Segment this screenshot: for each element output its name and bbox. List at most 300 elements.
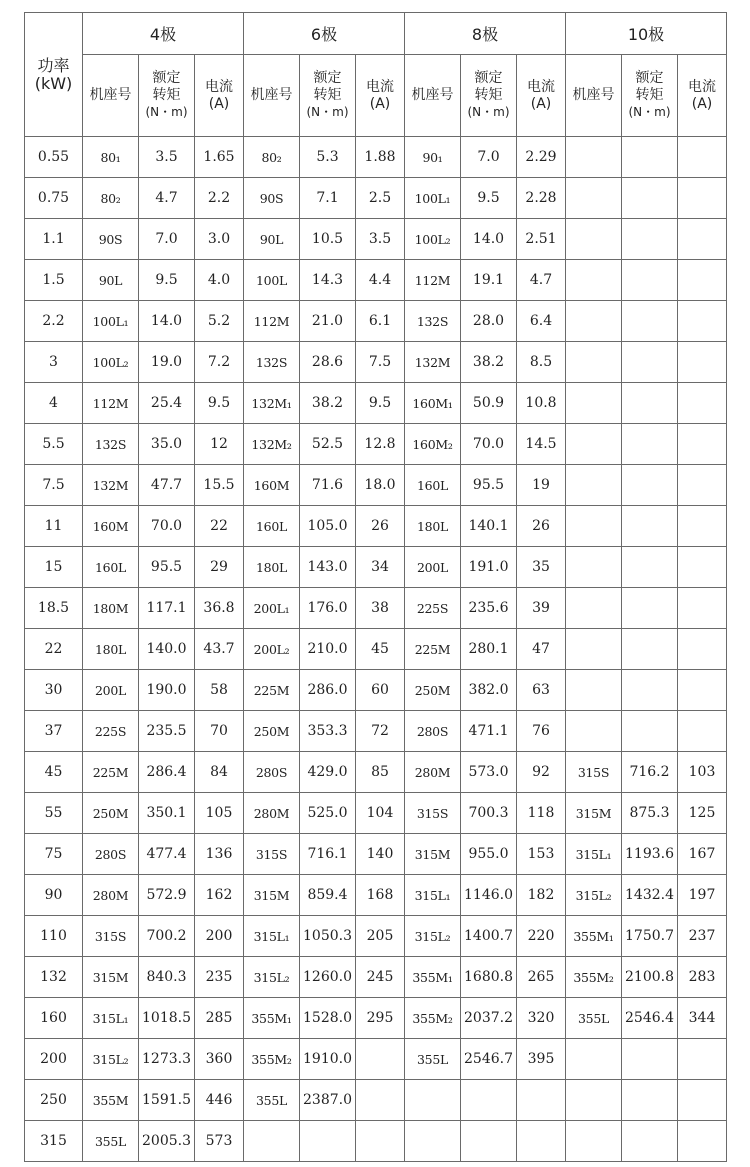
torque-cell-p8: 19.1: [461, 260, 517, 301]
frame-cell-p4: 225M: [83, 752, 139, 793]
frame-cell-p6: 132S: [244, 342, 300, 383]
frame-cell-p8: 280S: [405, 711, 461, 752]
current-cell-p8: 2.29: [517, 137, 566, 178]
current-cell-p4: 136: [195, 834, 244, 875]
frame-cell-p10: [566, 137, 622, 178]
current-cell-p4: 70: [195, 711, 244, 752]
table-row: [25, 301, 727, 342]
torque-cell-p4: 190.0: [139, 670, 195, 711]
torque-header-p6: [300, 55, 356, 137]
frame-cell-p8: 355L: [405, 1039, 461, 1080]
torque-cell-p4: 700.2: [139, 916, 195, 957]
frame-cell-p8: 160M₂: [405, 424, 461, 465]
frame-cell-p10: [566, 383, 622, 424]
frame-cell-p10: 355L: [566, 998, 622, 1039]
torque-cell-p10: [622, 711, 678, 752]
current-cell-p8: 265: [517, 957, 566, 998]
current-cell-p10: [678, 260, 727, 301]
current-cell-p4: 15.5: [195, 465, 244, 506]
torque-cell-p10: [622, 219, 678, 260]
frame-cell-p6: [244, 1121, 300, 1162]
frame-cell-p6: 355M₁: [244, 998, 300, 1039]
current-cell-p10: [678, 588, 727, 629]
current-cell-p8: 39: [517, 588, 566, 629]
current-header-p8: [517, 55, 566, 137]
torque-cell-p4: 70.0: [139, 506, 195, 547]
table-row: [25, 916, 727, 957]
torque-cell-p8: 28.0: [461, 301, 517, 342]
frame-cell-p8: 132S: [405, 301, 461, 342]
frame-cell-p10: [566, 1121, 622, 1162]
table-row: [25, 670, 727, 711]
current-cell-p8: 2.28: [517, 178, 566, 219]
torque-cell-p4: 235.5: [139, 711, 195, 752]
current-cell-p6: 4.4: [356, 260, 405, 301]
current-cell-p6: 205: [356, 916, 405, 957]
frame-cell-p4: 315S: [83, 916, 139, 957]
current-cell-p8: 395: [517, 1039, 566, 1080]
torque-cell-p10: [622, 1080, 678, 1121]
current-cell-p10: 167: [678, 834, 727, 875]
frame-cell-p10: 355M₁: [566, 916, 622, 957]
power-cell: 22: [25, 629, 83, 670]
power-cell: 30: [25, 670, 83, 711]
torque-cell-p6: 286.0: [300, 670, 356, 711]
table-row: [25, 506, 727, 547]
table-row: [25, 342, 727, 383]
current-cell-p6: 1.88: [356, 137, 405, 178]
current-cell-p4: 58: [195, 670, 244, 711]
frame-cell-p6: 100L: [244, 260, 300, 301]
table-row: [25, 752, 727, 793]
table-row: [25, 957, 727, 998]
torque-cell-p8: 2037.2: [461, 998, 517, 1039]
table-row: [25, 793, 727, 834]
current-header-current-unit: (A): [369, 95, 391, 112]
current-cell-p8: 8.5: [517, 342, 566, 383]
torque-cell-p6: [300, 1121, 356, 1162]
torque-cell-p8: 1400.7: [461, 916, 517, 957]
current-cell-p4: 22: [195, 506, 244, 547]
torque-cell-p8: 38.2: [461, 342, 517, 383]
frame-cell-p8: 315S: [405, 793, 461, 834]
current-cell-p6: 12.8: [356, 424, 405, 465]
torque-cell-p4: 35.0: [139, 424, 195, 465]
power-cell: 132: [25, 957, 83, 998]
current-cell-p8: 14.5: [517, 424, 566, 465]
current-cell-p10: [678, 1121, 727, 1162]
frame-cell-p4: 132S: [83, 424, 139, 465]
pole-header-row: [25, 13, 727, 55]
torque-cell-p8: 14.0: [461, 219, 517, 260]
frame-cell-p6: 250M: [244, 711, 300, 752]
power-cell: 250: [25, 1080, 83, 1121]
frame-cell-p4: 280S: [83, 834, 139, 875]
current-cell-p6: 34: [356, 547, 405, 588]
torque-cell-p6: 176.0: [300, 588, 356, 629]
frame-cell-p10: [566, 424, 622, 465]
table-row: [25, 424, 727, 465]
torque-cell-p10: [622, 629, 678, 670]
current-cell-p8: 63: [517, 670, 566, 711]
current-cell-p4: 162: [195, 875, 244, 916]
torque-cell-p8: 191.0: [461, 547, 517, 588]
torque-cell-p6: 10.5: [300, 219, 356, 260]
torque-cell-p10: [622, 260, 678, 301]
current-cell-p4: 3.0: [195, 219, 244, 260]
frame-cell-p6: 180L: [244, 547, 300, 588]
current-cell-p4: 2.2: [195, 178, 244, 219]
frame-cell-p10: [566, 547, 622, 588]
current-cell-p10: 103: [678, 752, 727, 793]
torque-cell-p6: 525.0: [300, 793, 356, 834]
power-cell: 18.5: [25, 588, 83, 629]
current-header-p6: [356, 55, 405, 137]
current-cell-p8: 2.51: [517, 219, 566, 260]
torque-cell-p4: 3.5: [139, 137, 195, 178]
torque-cell-p4: 7.0: [139, 219, 195, 260]
current-cell-p8: 118: [517, 793, 566, 834]
current-cell-p8: 76: [517, 711, 566, 752]
frame-cell-p10: 315L₁: [566, 834, 622, 875]
frame-cell-p10: [566, 219, 622, 260]
table-row: [25, 1121, 727, 1162]
torque-cell-p8: 70.0: [461, 424, 517, 465]
current-cell-p4: 29: [195, 547, 244, 588]
frame-cell-p10: [566, 1080, 622, 1121]
power-cell: 0.55: [25, 137, 83, 178]
table-row: [25, 178, 727, 219]
torque-cell-p4: 25.4: [139, 383, 195, 424]
current-cell-p10: [678, 219, 727, 260]
current-cell-p6: 9.5: [356, 383, 405, 424]
current-header-current-label: 电流: [366, 78, 394, 95]
frame-cell-p4: 225S: [83, 711, 139, 752]
frame-cell-p6: 90L: [244, 219, 300, 260]
power-cell: 7.5: [25, 465, 83, 506]
power-cell: 3: [25, 342, 83, 383]
current-header-current-unit: (A): [530, 95, 552, 112]
torque-cell-p4: 117.1: [139, 588, 195, 629]
table-row: [25, 260, 727, 301]
torque-cell-p10: [622, 547, 678, 588]
current-cell-p4: 573: [195, 1121, 244, 1162]
power-cell: 11: [25, 506, 83, 547]
power-cell: 110: [25, 916, 83, 957]
frame-cell-p10: [566, 301, 622, 342]
torque-cell-p10: 1193.6: [622, 834, 678, 875]
torque-cell-p4: 1018.5: [139, 998, 195, 1039]
torque-cell-p8: 1146.0: [461, 875, 517, 916]
frame-cell-p4: 315L₂: [83, 1039, 139, 1080]
power-cell: 0.75: [25, 178, 83, 219]
torque-cell-p10: [622, 588, 678, 629]
torque-header-torque-unit: (N・m): [145, 105, 188, 119]
current-cell-p10: 125: [678, 793, 727, 834]
torque-cell-p10: [622, 670, 678, 711]
torque-cell-p6: 1050.3: [300, 916, 356, 957]
frame-cell-p4: 80₂: [83, 178, 139, 219]
current-cell-p6: 26: [356, 506, 405, 547]
frame-cell-p8: 100L₂: [405, 219, 461, 260]
frame-cell-p4: 90L: [83, 260, 139, 301]
current-cell-p10: [678, 424, 727, 465]
torque-cell-p8: 2546.7: [461, 1039, 517, 1080]
torque-cell-p6: 859.4: [300, 875, 356, 916]
current-cell-p4: 7.2: [195, 342, 244, 383]
frame-cell-p8: [405, 1080, 461, 1121]
current-cell-p10: 283: [678, 957, 727, 998]
frame-cell-p4: 160M: [83, 506, 139, 547]
current-cell-p6: 18.0: [356, 465, 405, 506]
current-cell-p10: [678, 383, 727, 424]
power-cell: 1.5: [25, 260, 83, 301]
frame-cell-p4: 100L₂: [83, 342, 139, 383]
frame-cell-p10: [566, 670, 622, 711]
frame-cell-p10: [566, 260, 622, 301]
frame-cell-p6: 80₂: [244, 137, 300, 178]
frame-cell-p10: [566, 588, 622, 629]
torque-header-torque-unit: (N・m): [467, 105, 510, 119]
current-cell-p4: 285: [195, 998, 244, 1039]
frame-cell-p8: 250M: [405, 670, 461, 711]
current-cell-p8: 47: [517, 629, 566, 670]
current-cell-p4: 84: [195, 752, 244, 793]
torque-cell-p10: [622, 301, 678, 342]
torque-cell-p4: 350.1: [139, 793, 195, 834]
frame-cell-p4: 180M: [83, 588, 139, 629]
frame-cell-p6: 355L: [244, 1080, 300, 1121]
torque-cell-p10: 716.2: [622, 752, 678, 793]
frame-cell-p10: 315S: [566, 752, 622, 793]
frame-cell-p10: [566, 1039, 622, 1080]
current-cell-p4: 4.0: [195, 260, 244, 301]
current-header-p10: [678, 55, 727, 137]
current-cell-p10: 344: [678, 998, 727, 1039]
torque-cell-p6: 2387.0: [300, 1080, 356, 1121]
current-cell-p10: [678, 670, 727, 711]
frame-cell-p10: 315L₂: [566, 875, 622, 916]
torque-cell-p10: 2546.4: [622, 998, 678, 1039]
torque-cell-p10: [622, 137, 678, 178]
torque-cell-p4: 14.0: [139, 301, 195, 342]
power-cell: 5.5: [25, 424, 83, 465]
torque-cell-p10: [622, 342, 678, 383]
torque-cell-p8: [461, 1121, 517, 1162]
torque-cell-p6: 28.6: [300, 342, 356, 383]
torque-cell-p8: 280.1: [461, 629, 517, 670]
frame-cell-p4: 180L: [83, 629, 139, 670]
current-cell-p6: 45: [356, 629, 405, 670]
frame-cell-p4: 250M: [83, 793, 139, 834]
current-header-current-label: 电流: [688, 78, 716, 95]
frame-cell-p4: 132M: [83, 465, 139, 506]
frame-cell-p8: 132M: [405, 342, 461, 383]
current-cell-p6: 2.5: [356, 178, 405, 219]
current-cell-p8: 220: [517, 916, 566, 957]
torque-header-p10: [622, 55, 678, 137]
power-cell: 75: [25, 834, 83, 875]
current-cell-p8: 4.7: [517, 260, 566, 301]
torque-cell-p8: 235.6: [461, 588, 517, 629]
current-cell-p8: 153: [517, 834, 566, 875]
frame-cell-p6: 280S: [244, 752, 300, 793]
current-header-current-unit: (A): [208, 95, 230, 112]
frame-cell-p4: 355M: [83, 1080, 139, 1121]
torque-cell-p8: 140.1: [461, 506, 517, 547]
torque-cell-p8: 95.5: [461, 465, 517, 506]
torque-header-p8: [461, 55, 517, 137]
current-cell-p6: 6.1: [356, 301, 405, 342]
torque-cell-p4: 2005.3: [139, 1121, 195, 1162]
frame-cell-p8: 315L₁: [405, 875, 461, 916]
frame-cell-p4: 280M: [83, 875, 139, 916]
current-cell-p6: [356, 1080, 405, 1121]
frame-cell-p8: 160M₁: [405, 383, 461, 424]
frame-header-p8: 机座号: [405, 55, 461, 137]
motor-spec-table: [24, 12, 727, 1162]
power-cell: 160: [25, 998, 83, 1039]
current-cell-p6: 3.5: [356, 219, 405, 260]
frame-cell-p4: 160L: [83, 547, 139, 588]
torque-cell-p4: 9.5: [139, 260, 195, 301]
frame-header-p4: 机座号: [83, 55, 139, 137]
torque-cell-p8: 50.9: [461, 383, 517, 424]
current-cell-p8: 26: [517, 506, 566, 547]
torque-cell-p10: 2100.8: [622, 957, 678, 998]
pole-8-header: 8极: [405, 13, 566, 55]
torque-cell-p10: 1432.4: [622, 875, 678, 916]
current-cell-p10: [678, 465, 727, 506]
current-cell-p4: 36.8: [195, 588, 244, 629]
frame-cell-p8: [405, 1121, 461, 1162]
frame-cell-p6: 315M: [244, 875, 300, 916]
current-cell-p10: [678, 342, 727, 383]
frame-cell-p8: 315L₂: [405, 916, 461, 957]
torque-cell-p4: 47.7: [139, 465, 195, 506]
frame-cell-p10: [566, 342, 622, 383]
torque-cell-p4: 4.7: [139, 178, 195, 219]
frame-cell-p4: 100L₁: [83, 301, 139, 342]
current-cell-p8: 6.4: [517, 301, 566, 342]
frame-cell-p8: 280M: [405, 752, 461, 793]
current-cell-p10: 197: [678, 875, 727, 916]
torque-cell-p6: 210.0: [300, 629, 356, 670]
frame-cell-p6: 90S: [244, 178, 300, 219]
torque-cell-p4: 477.4: [139, 834, 195, 875]
torque-cell-p4: 1591.5: [139, 1080, 195, 1121]
current-cell-p6: 38: [356, 588, 405, 629]
power-unit: (kW): [34, 73, 73, 93]
torque-cell-p8: 382.0: [461, 670, 517, 711]
torque-cell-p6: 353.3: [300, 711, 356, 752]
torque-cell-p8: 700.3: [461, 793, 517, 834]
torque-header-torque-label-1: 额定: [474, 70, 503, 86]
frame-cell-p8: 355M₁: [405, 957, 461, 998]
frame-cell-p6: 132M₁: [244, 383, 300, 424]
torque-cell-p6: 1528.0: [300, 998, 356, 1039]
torque-cell-p10: [622, 383, 678, 424]
torque-cell-p6: 5.3: [300, 137, 356, 178]
torque-header-torque-label-2: 转矩: [474, 87, 503, 103]
torque-cell-p8: 955.0: [461, 834, 517, 875]
torque-cell-p6: 105.0: [300, 506, 356, 547]
frame-cell-p6: 225M: [244, 670, 300, 711]
current-cell-p4: 105: [195, 793, 244, 834]
current-cell-p8: 182: [517, 875, 566, 916]
frame-cell-p10: 355M₂: [566, 957, 622, 998]
table-row: [25, 998, 727, 1039]
frame-cell-p4: 355L: [83, 1121, 139, 1162]
power-cell: 37: [25, 711, 83, 752]
torque-cell-p4: 140.0: [139, 629, 195, 670]
current-cell-p6: 168: [356, 875, 405, 916]
frame-cell-p10: [566, 506, 622, 547]
torque-cell-p10: [622, 1121, 678, 1162]
table-row: [25, 137, 727, 178]
torque-cell-p8: 573.0: [461, 752, 517, 793]
frame-cell-p6: 112M: [244, 301, 300, 342]
torque-cell-p4: 840.3: [139, 957, 195, 998]
current-cell-p8: [517, 1121, 566, 1162]
table-row: [25, 588, 727, 629]
power-cell: 90: [25, 875, 83, 916]
frame-cell-p4: 90S: [83, 219, 139, 260]
power-cell: 45: [25, 752, 83, 793]
torque-cell-p8: 9.5: [461, 178, 517, 219]
current-cell-p10: 237: [678, 916, 727, 957]
frame-cell-p4: 315M: [83, 957, 139, 998]
frame-cell-p6: 315L₂: [244, 957, 300, 998]
current-cell-p6: 7.5: [356, 342, 405, 383]
table-row: [25, 547, 727, 588]
frame-cell-p8: 112M: [405, 260, 461, 301]
torque-header-torque-label-1: 额定: [635, 70, 664, 86]
torque-cell-p10: [622, 178, 678, 219]
current-cell-p4: 12: [195, 424, 244, 465]
torque-cell-p10: [622, 424, 678, 465]
frame-cell-p6: 315L₁: [244, 916, 300, 957]
torque-cell-p6: 21.0: [300, 301, 356, 342]
torque-cell-p6: 7.1: [300, 178, 356, 219]
power-cell: 15: [25, 547, 83, 588]
torque-cell-p4: 19.0: [139, 342, 195, 383]
pole-10-header: 10极: [566, 13, 727, 55]
current-cell-p8: 320: [517, 998, 566, 1039]
current-header-current-label: 电流: [205, 78, 233, 95]
table-row: [25, 629, 727, 670]
current-cell-p8: [517, 1080, 566, 1121]
torque-header-torque-label-2: 转矩: [313, 87, 342, 103]
current-cell-p8: 35: [517, 547, 566, 588]
torque-cell-p10: [622, 1039, 678, 1080]
frame-cell-p6: 160L: [244, 506, 300, 547]
torque-cell-p8: 7.0: [461, 137, 517, 178]
current-cell-p6: 295: [356, 998, 405, 1039]
current-cell-p6: 140: [356, 834, 405, 875]
table-row: [25, 383, 727, 424]
pole-4-header: 4极: [83, 13, 244, 55]
frame-header-p6: 机座号: [244, 55, 300, 137]
current-cell-p6: [356, 1039, 405, 1080]
current-cell-p4: 1.65: [195, 137, 244, 178]
torque-cell-p6: 143.0: [300, 547, 356, 588]
frame-cell-p8: 225S: [405, 588, 461, 629]
torque-cell-p6: 71.6: [300, 465, 356, 506]
current-cell-p4: 235: [195, 957, 244, 998]
power-cell: 200: [25, 1039, 83, 1080]
table-row: [25, 465, 727, 506]
